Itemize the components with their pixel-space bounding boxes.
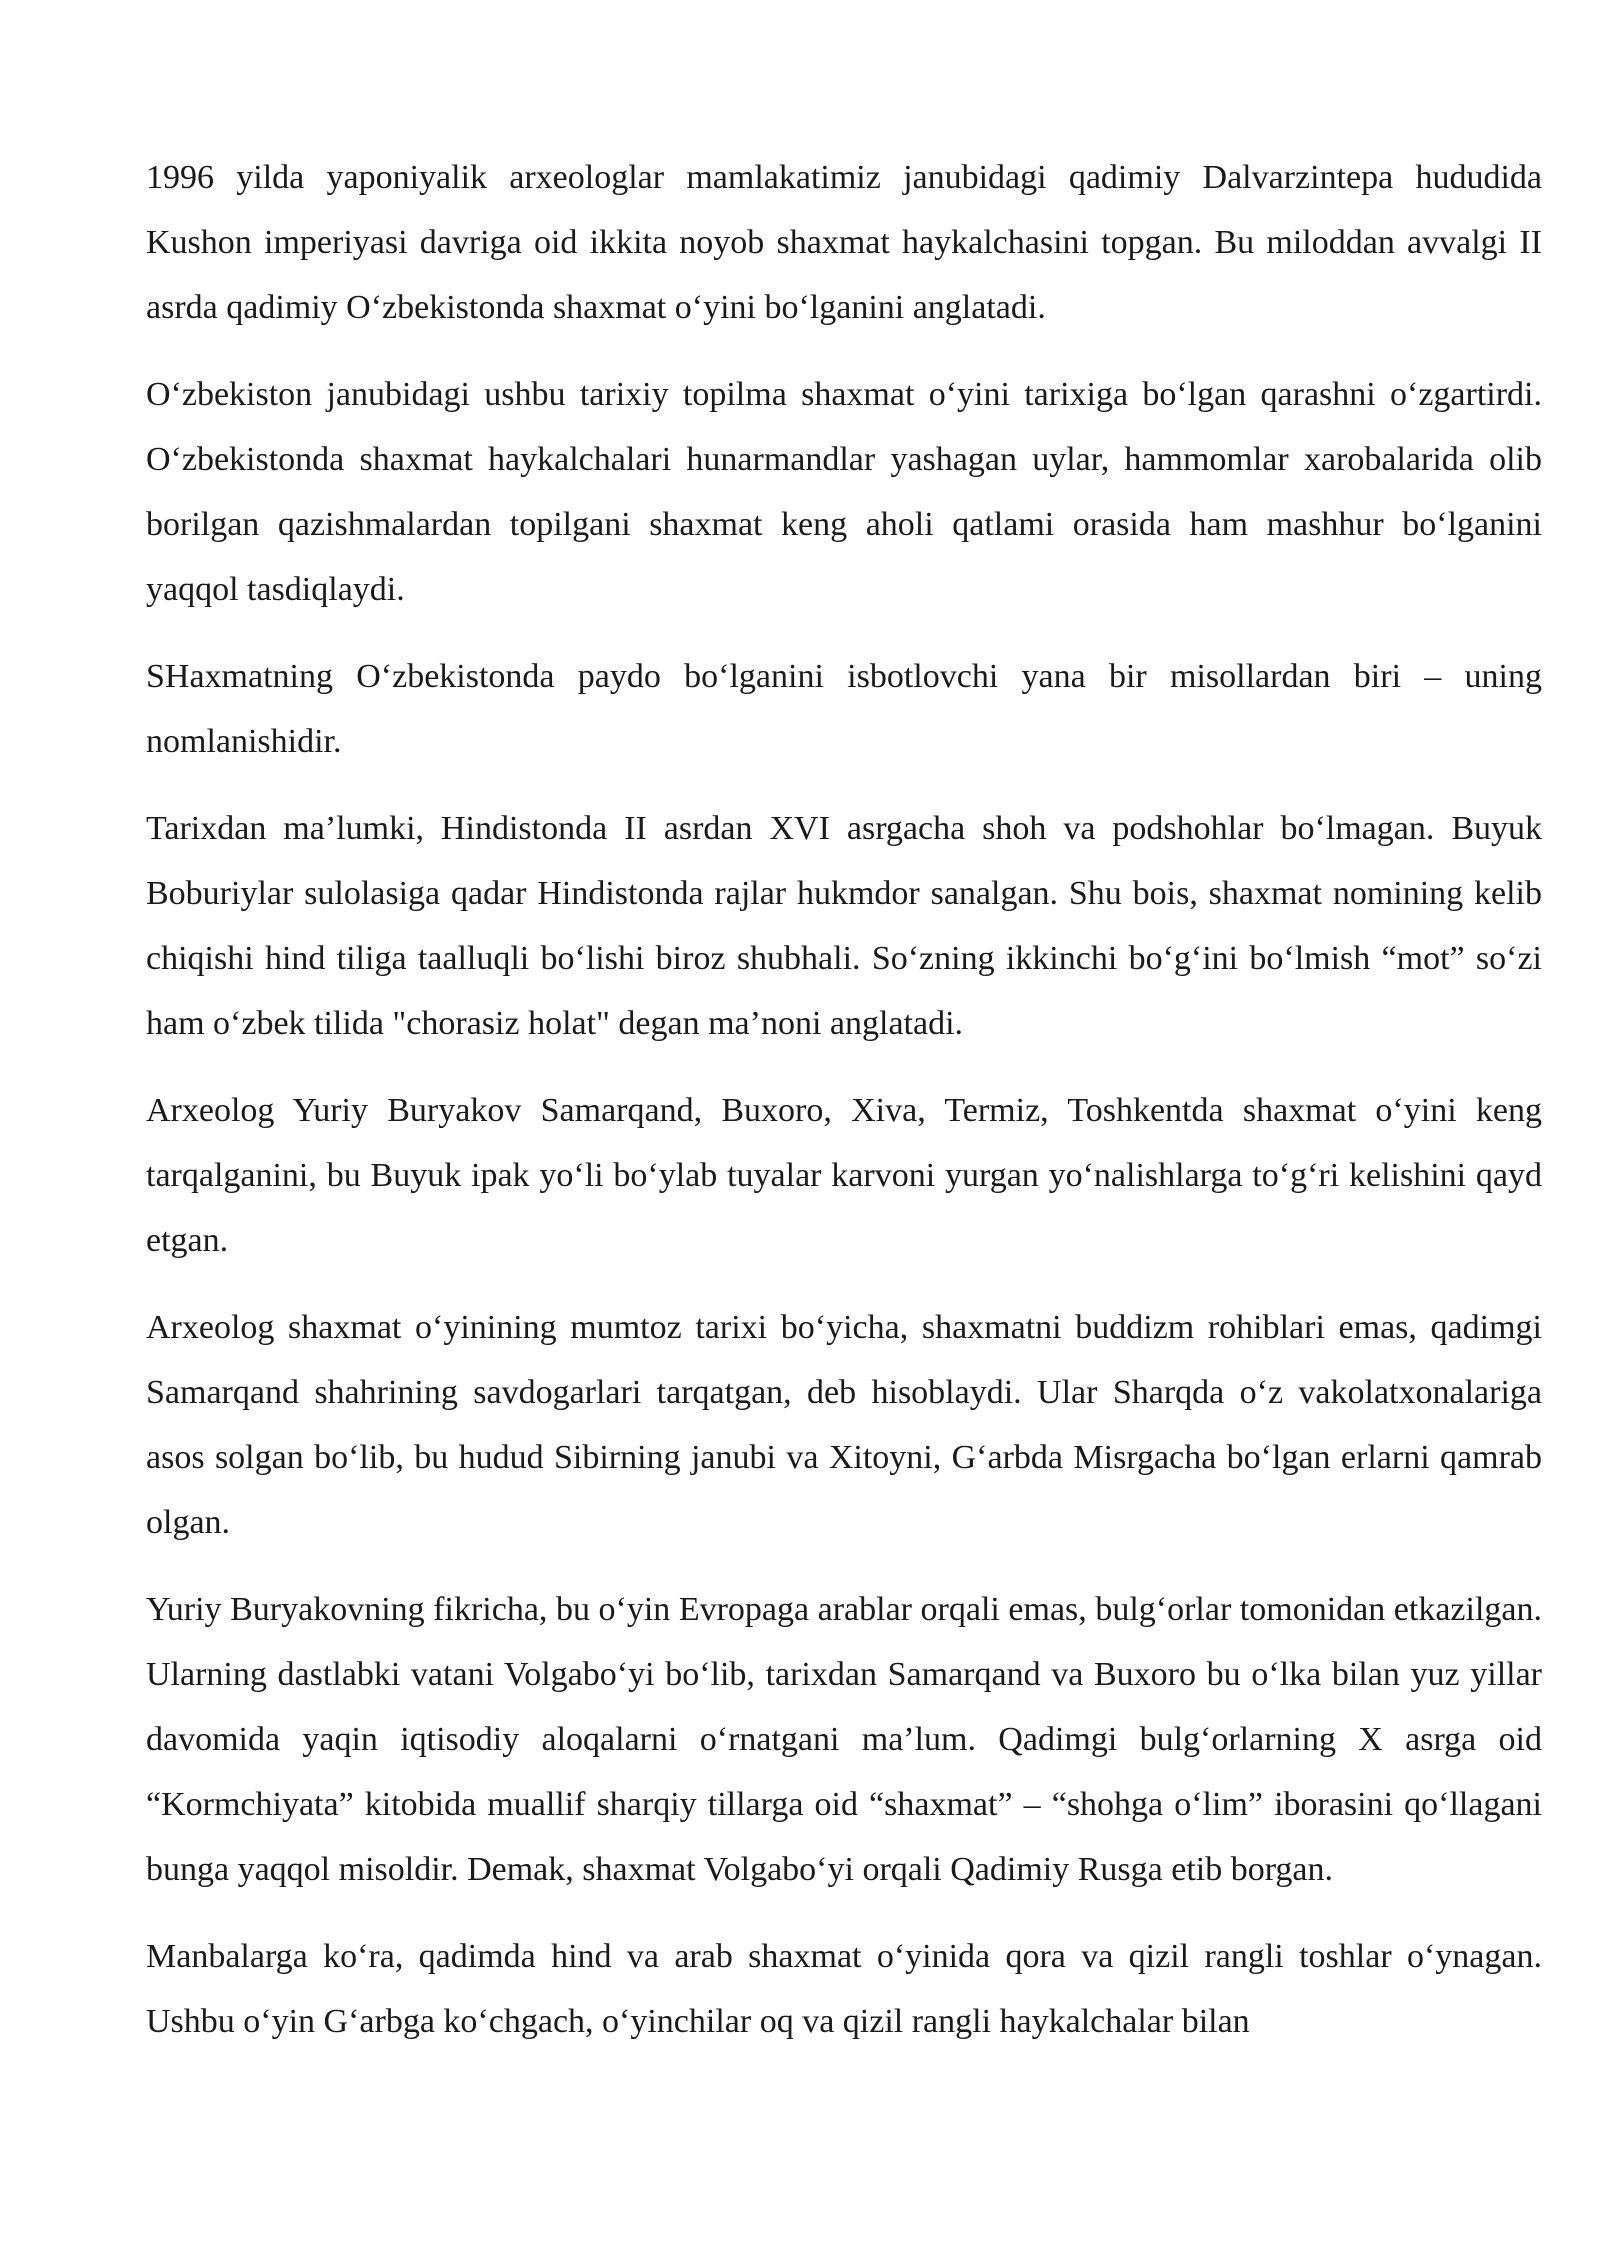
paragraph-3: SHaxmatning O‘zbekistonda paydo bo‘lganini isbotlovchi yana bir misollardan biri – uning nomlanishidir. (146, 658, 1542, 760)
paragraph-2: O‘zbekiston janubidagi ushbu tarixiy topilma shaxmat o‘yini tarixiga bo‘lgan qarashni o‘zgartirdi. O‘zbekistonda shaxmat haykalchalari hunarmandlar yashagan uylar, hammomlar xarobalarida olib borilgan qazishmalardan topilgani shaxmat keng aholi qatlami orasida ham mashhur bo‘lganini yaqqol tasdiqlaydi. (146, 376, 1542, 608)
paragraph-6: Arxeolog shaxmat o‘yinining mumtoz tarixi bo‘yicha, shaxmatni buddizm rohiblari emas, qadimgi Samarqand shahrining savdogarlari tarqatgan, deb hisoblaydi. Ular Sharqda o‘z vakolatxonalariga asos solgan bo‘lib, bu hudud Sibirning janubi va Xitoyni, G‘arbda Misrgacha bo‘lgan erlarni qamrab olgan. (146, 1309, 1542, 1541)
paragraph-5: Arxeolog Yuriy Buryakov Samarqand, Buxoro, Xiva, Termiz, Toshkentda shaxmat o‘yini keng tarqalganini, bu Buyuk ipak yo‘li bo‘ylab tuyalar karvoni yurgan yo‘nalishlarga to‘g‘ri kelishini qayd etgan. (146, 1092, 1542, 1259)
paragraph-1: 1996 yilda yaponiyalik arxeologlar mamlakatimiz janubidagi qadimiy Dalvarzintepa hududida Kushon imperiyasi davriga oid ikkita noyob shaxmat haykalchasini topgan. Bu miloddan avvalgi II asrda qadimiy O‘zbekistonda shaxmat o‘yini bo‘lganini anglatadi. (146, 159, 1542, 326)
paragraph-8: Manbalarga ko‘ra, qadimda hind va arab shaxmat o‘yinida qora va qizil rangli toshlar o‘ynagan. Ushbu o‘yin G‘arbga ko‘chgach, o‘yinchilar oq va qizil rangli haykalchalar bilan (146, 1938, 1542, 2040)
paragraph-7: Yuriy Buryakovning fikricha, bu o‘yin Evropaga arablar orqali emas, bulg‘orlar tomonidan etkazilgan. Ularning dastlabki vatani Volgabo‘yi bo‘lib, tarixdan Samarqand va Buxoro bu o‘lka bilan yuz yillar davomida yaqin iqtisodiy aloqalarni o‘rnatgani ma’lum. Qadimgi bulg‘orlarning X asrga oid “Kormchiyata” kitobida muallif sharqiy tillarga oid “shaxmat” – “shohga o‘lim” iborasini qo‘llagani bunga yaqqol misoldir. Demak, shaxmat Volgabo‘yi orqali Qadimiy Rusga etib borgan. (146, 1591, 1542, 1888)
document-body (146, 145, 1542, 2076)
paragraph-4: Tarixdan ma’lumki, Hindistonda II asrdan XVI asrgacha shoh va podshohlar bo‘lmagan. Buyuk Boburiylar sulolasiga qadar Hindistonda rajlar hukmdor sanalgan. Shu bois, shaxmat nomining kelib chiqishi hind tiliga taalluqli bo‘lishi biroz shubhali. So‘zning ikkinchi bo‘g‘ini bo‘lmish “mot” so‘zi ham o‘zbek tilida "chorasiz holat" degan ma’noni anglatadi. (146, 810, 1542, 1042)
